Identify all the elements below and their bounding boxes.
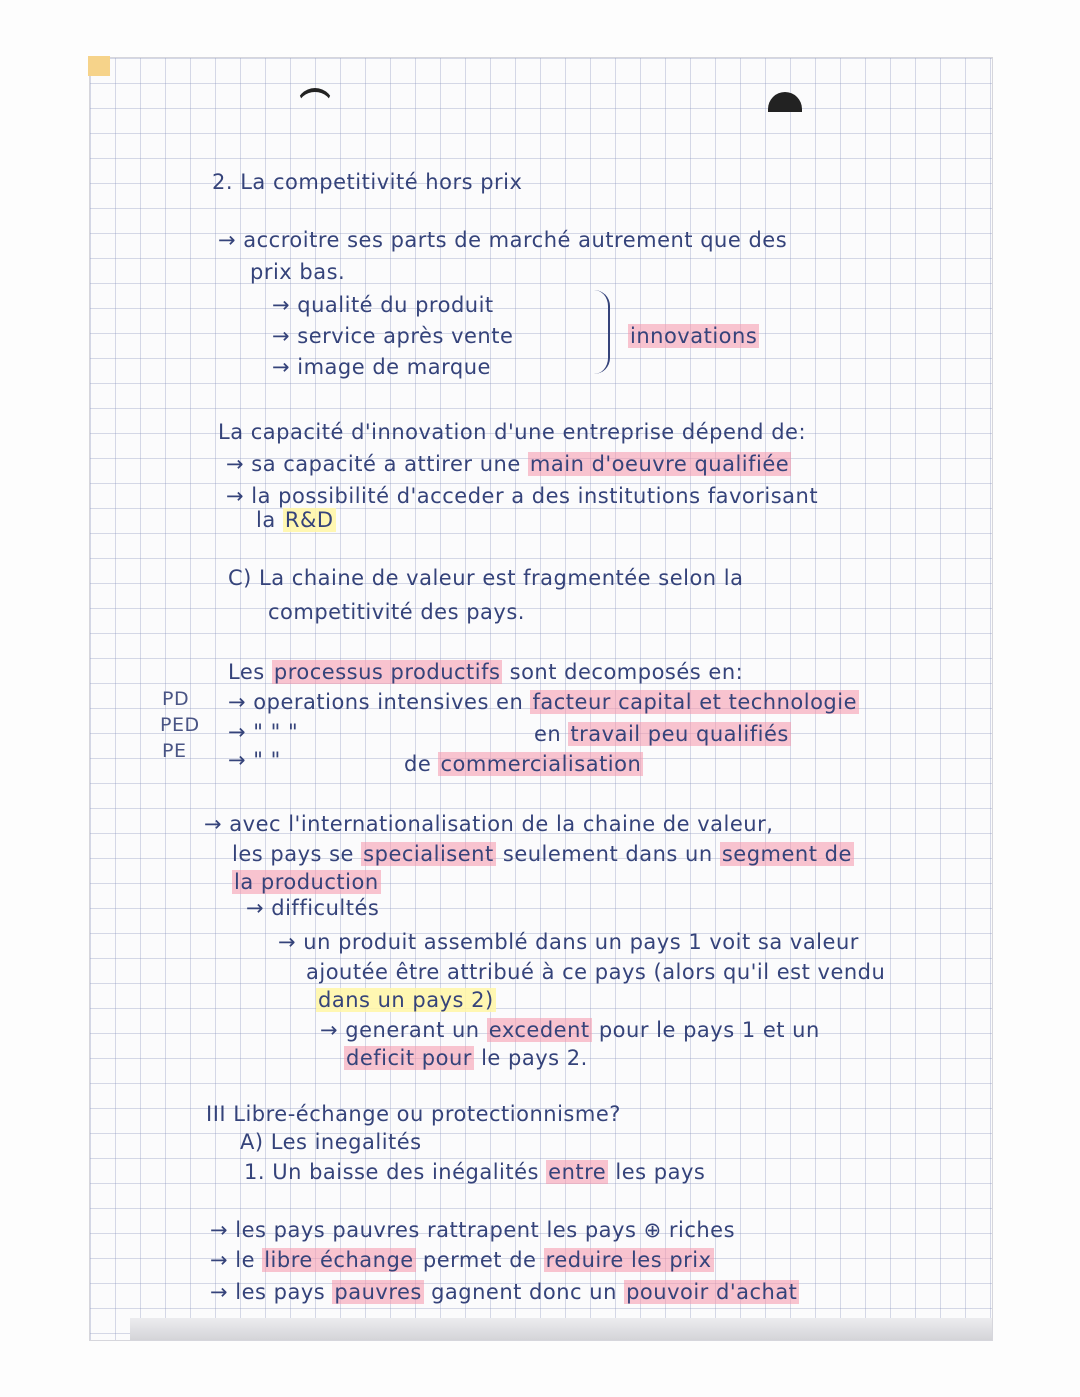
text-fragment: Les: [228, 660, 265, 684]
section-heading-2: 2. La competitivité hors prix: [212, 170, 523, 194]
margin-label-pe: PE: [162, 740, 187, 762]
highlight: commercialisation: [440, 752, 642, 776]
highlight: pauvres: [334, 1280, 422, 1304]
highlight: deficit pour: [346, 1046, 472, 1070]
highlight: la production: [234, 870, 379, 894]
text-line: [534, 722, 791, 746]
text-fragment: 1. Un baisse des inégalités: [244, 1160, 539, 1184]
highlight: entre: [548, 1160, 607, 1184]
text-fragment: → le: [210, 1248, 256, 1272]
margin-label-pd: PD: [162, 688, 190, 710]
text-line: → difficultés: [246, 896, 380, 920]
highlight: libre échange: [264, 1248, 414, 1272]
text-fragment: pour le pays 1 et un: [598, 1018, 820, 1042]
text-line: [344, 1046, 588, 1070]
text-line: → les pays pauvres rattrapent les pays ⊕ riches: [210, 1218, 736, 1242]
text-fragment: → generant un: [320, 1018, 480, 1042]
text-fragment: le pays 2.: [481, 1046, 588, 1070]
text-line: prix bas.: [250, 260, 346, 284]
margin-label-ped: PED: [160, 714, 200, 736]
page-shadow: [130, 1318, 992, 1340]
text-fragment: les pays se: [232, 842, 354, 866]
text-fragment: seulement dans un: [502, 842, 713, 866]
text-line: [210, 1248, 714, 1272]
highlight: reduire les prix: [545, 1248, 712, 1272]
text-line: [320, 1018, 820, 1042]
text-line: ajoutée être attribué à ce pays (alors qu'il est vendu: [306, 960, 886, 984]
text-fragment: permet de: [422, 1248, 537, 1272]
text-line: La capacité d'innovation d'une entreprise dépend de:: [218, 420, 807, 444]
section-heading-c: C) La chaine de valeur est fragmentée selon la: [228, 566, 744, 590]
text-fragment: → les pays: [210, 1280, 326, 1304]
highlight: travail peu qualifiés: [570, 722, 789, 746]
text-fragment: en: [534, 722, 562, 746]
text-line: [228, 690, 859, 714]
curly-brace: [590, 290, 610, 374]
punch-hole-left: [296, 88, 334, 126]
text-line: [228, 660, 743, 684]
text-fragment: → operations intensives en: [228, 690, 524, 714]
highlight: dans un pays 2): [318, 988, 494, 1012]
text-line: → accroitre ses parts de marché autrement que des: [218, 228, 788, 252]
highlight: excedent: [488, 1018, 590, 1042]
highlight: segment de: [721, 842, 852, 866]
text-fragment: de: [404, 752, 432, 776]
tape-strip: [88, 56, 110, 76]
text-line: [232, 842, 854, 866]
text-line: [256, 508, 336, 532]
text-fragment: gagnent donc un: [431, 1280, 617, 1304]
text-fragment: → sa capacité a attirer une: [226, 452, 521, 476]
text-line: → la possibilité d'acceder a des institutions favorisant: [226, 484, 819, 508]
ditto-arrows: → " ": [228, 748, 281, 772]
innovations-highlight: innovations: [630, 324, 758, 348]
text-line: → avec l'internationalisation de la chaine de valeur,: [204, 812, 774, 836]
text-line: [226, 452, 791, 476]
text-fragment: sont decomposés en:: [509, 660, 744, 684]
text-line: [210, 1280, 799, 1304]
text-line: [404, 752, 643, 776]
highlight: facteur capital et technologie: [532, 690, 858, 714]
bullet-item: → image de marque: [272, 355, 491, 379]
bullet-item: → service après vente: [272, 324, 514, 348]
ditto-arrows: → " " ": [228, 720, 299, 744]
highlight: pouvoir d'achat: [626, 1280, 798, 1304]
subheading-a: A) Les inegalités: [240, 1130, 422, 1154]
text-line: [244, 1160, 705, 1184]
bullet-item: → qualité du produit: [272, 293, 494, 317]
text-fragment: les pays: [615, 1160, 706, 1184]
highlight: processus productifs: [273, 660, 501, 684]
text-fragment: la: [256, 508, 276, 532]
text-line: competitivité des pays.: [268, 600, 525, 624]
highlight: main d'oeuvre qualifiée: [529, 452, 790, 476]
text-line: → un produit assemblé dans un pays 1 voit sa valeur: [278, 930, 859, 954]
highlight: specialisent: [363, 842, 494, 866]
highlight: R&D: [284, 508, 334, 532]
section-heading-3: III Libre-échange ou protectionnisme?: [206, 1102, 621, 1126]
